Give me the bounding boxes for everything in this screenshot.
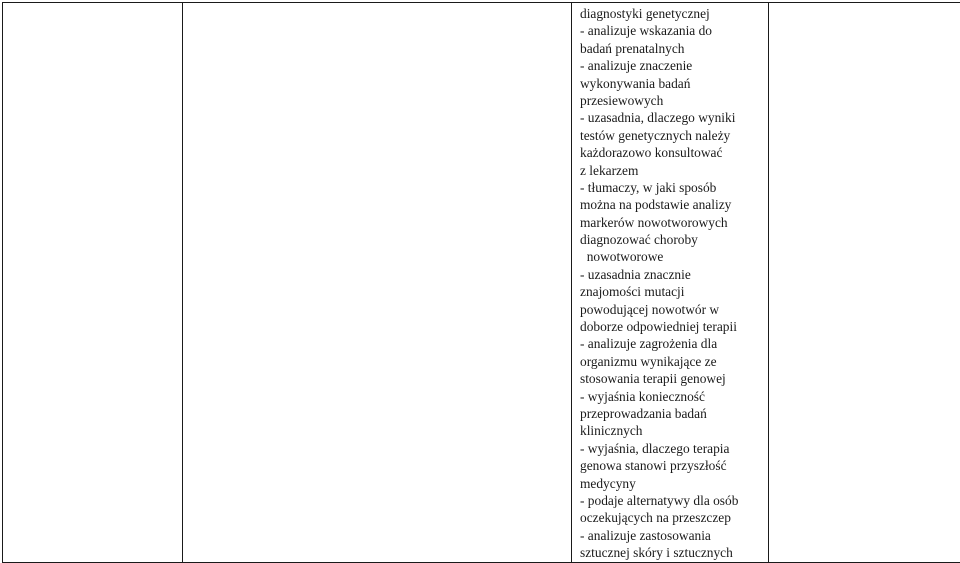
text-line: - wyjaśnia konieczność: [580, 388, 768, 405]
text-line: można na podstawie analizy: [580, 196, 768, 213]
text-line: - analizuje wskazania do: [580, 22, 768, 39]
content-table: [2, 2, 960, 563]
text-line: znajomości mutacji: [580, 283, 768, 300]
text-line: stosowania terapii genowej: [580, 370, 768, 387]
text-line: - podaje alternatywy dla osób: [580, 492, 768, 509]
text-line: nowotworowe: [580, 248, 768, 265]
text-line: wykonywania badań: [580, 75, 768, 92]
text-line: - analizuje zastosowania: [580, 527, 768, 544]
text-line: doborze odpowiedniej terapii: [580, 318, 768, 335]
text-line: - analizuje znaczenie: [580, 57, 768, 74]
table-cell-4: [769, 3, 960, 563]
text-line: z lekarzem: [580, 162, 768, 179]
text-line: klinicznych: [580, 422, 768, 439]
text-line: markerów nowotworowych: [580, 214, 768, 231]
table-cell-1: [3, 3, 183, 563]
text-line: - uzasadnia znacznie: [580, 266, 768, 283]
text-line: - analizuje zagrożenia dla: [580, 335, 768, 352]
cell-3-text: [572, 3, 768, 562]
text-line: - tłumaczy, w jaki sposób: [580, 179, 768, 196]
text-line: badań prenatalnych: [580, 40, 768, 57]
text-line: testów genetycznych należy: [580, 127, 768, 144]
table-cell-2: [183, 3, 572, 563]
text-line: diagnozować choroby: [580, 231, 768, 248]
text-line: diagnostyki genetycznej: [580, 5, 768, 22]
text-line: organizmu wynikające ze: [580, 353, 768, 370]
table-cell-3: [572, 3, 769, 563]
text-line: przeprowadzania badań: [580, 405, 768, 422]
text-line: - uzasadnia, dlaczego wyniki: [580, 109, 768, 126]
text-line: oczekujących na przeszczep: [580, 509, 768, 526]
text-line: przesiewowych: [580, 92, 768, 109]
text-line: medycyny: [580, 475, 768, 492]
text-line: genowa stanowi przyszłość: [580, 457, 768, 474]
text-line: powodującej nowotwór w: [580, 301, 768, 318]
text-line: - wyjaśnia, dlaczego terapia: [580, 440, 768, 457]
text-line: każdorazowo konsultować: [580, 144, 768, 161]
text-line: sztucznej skóry i sztucznych: [580, 544, 768, 561]
table-row: [3, 3, 960, 563]
